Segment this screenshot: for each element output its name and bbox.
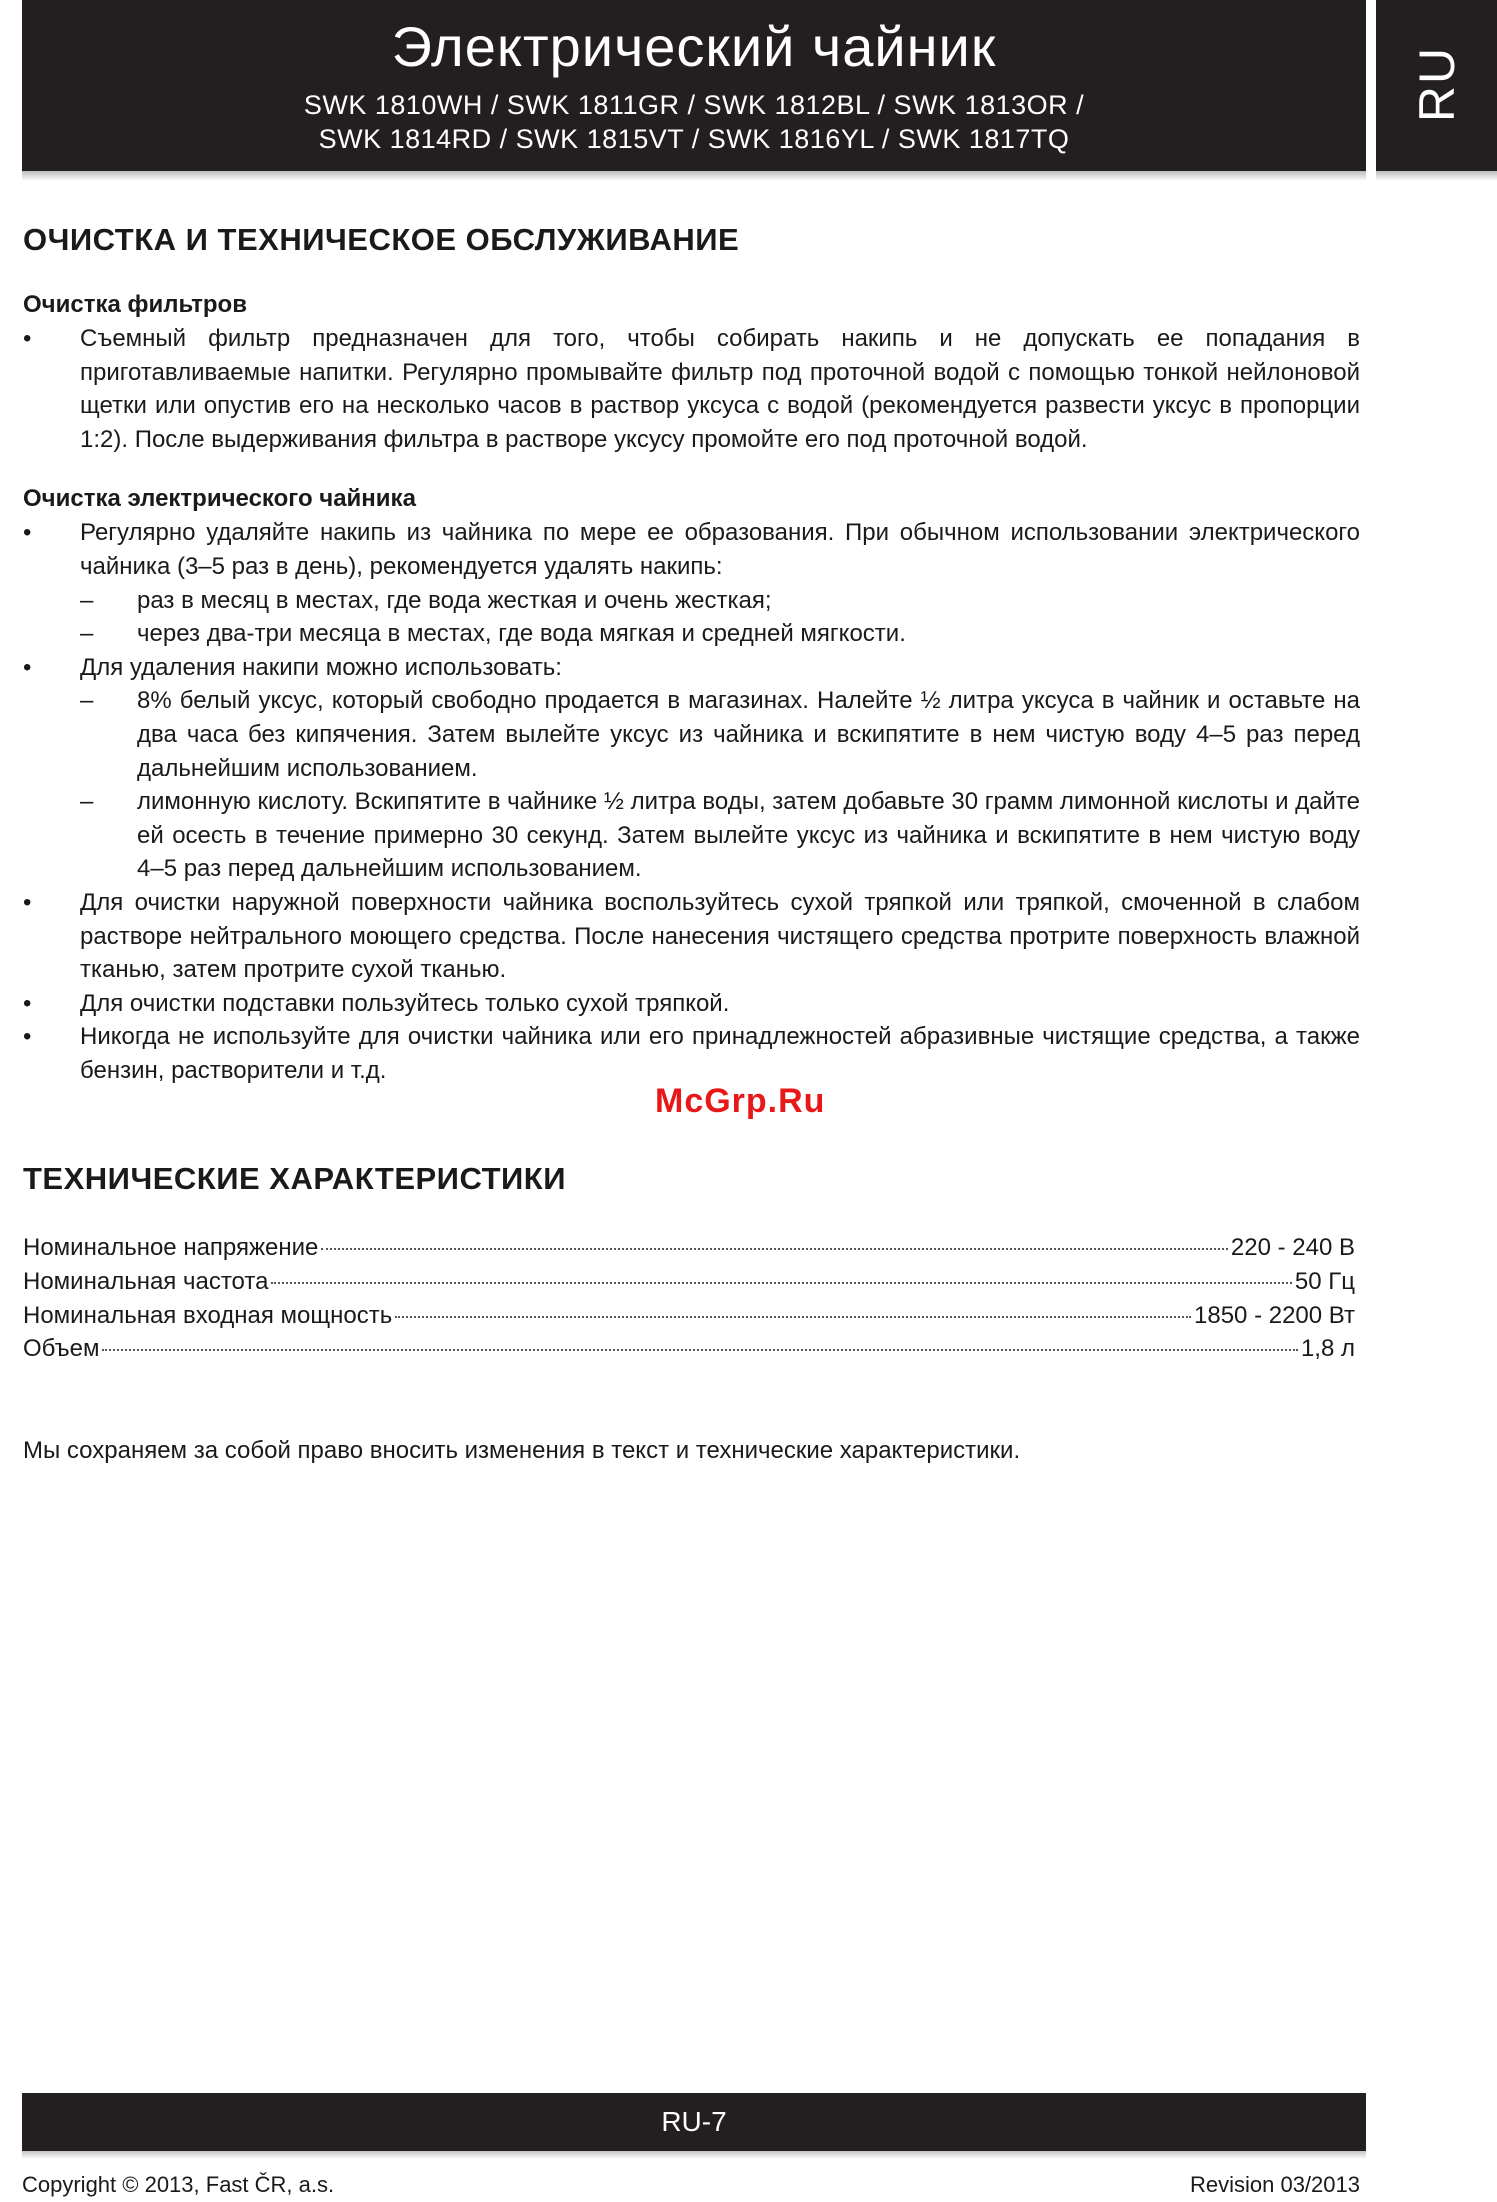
sub-list-item-text: через два-три месяца в местах, где вода мягкая и средней мягкости. bbox=[137, 620, 906, 648]
document-title: Электрический чайник bbox=[391, 15, 997, 78]
list-item bbox=[23, 987, 1360, 1021]
list-item-text: Для очистки наружной поверхности чайника воспользуйтесь сухой тряпкой или тряпкой, смоченной в слабом растворе нейтрального моющего средства. После нанесения чистящего средства протрите поверхность влажной тканью, затем протрите сухой тканью. bbox=[80, 888, 1360, 984]
spec-label: Номинальное напряжение bbox=[23, 1234, 319, 1262]
revision-text: Revision 03/2013 bbox=[1189, 2172, 1360, 2197]
list-item-text: Регулярно удаляйте накипь из чайника по мере ее образования. При обычном использовании электрического чайника (3–5 раз в день), рекомендуется удалять накипь: bbox=[80, 519, 1360, 580]
sub-list-item bbox=[23, 617, 1360, 651]
page-content bbox=[23, 218, 1360, 1467]
bullet-marker: • bbox=[23, 888, 32, 916]
bullet-marker: • bbox=[23, 1023, 32, 1051]
spec-row-volume bbox=[23, 1332, 1355, 1366]
sub-list-item-text: раз в месяц в местах, где вода жесткая и очень жесткая; bbox=[137, 586, 772, 614]
sub-list-item-text: лимонную кислоту. Вскипятите в чайнике ½ литра воды, затем добавьте 30 грамм лимонной кислоты и дайте ей осесть в течение примерно 30 секунд. Затем вылейте уксус из чайника и вскипятите в нем чистую воду 4–5 раз перед дальнейшим использованием. bbox=[137, 788, 1360, 883]
spec-label: Объем bbox=[23, 1335, 100, 1363]
language-tab-shadow bbox=[1376, 171, 1497, 181]
spec-label: Номинальная входная мощность bbox=[23, 1301, 393, 1329]
bullet-marker: • bbox=[23, 519, 32, 547]
list-item bbox=[23, 322, 1360, 456]
sub-list-item bbox=[23, 584, 1360, 618]
dash-marker: – bbox=[80, 687, 94, 715]
spec-label: Номинальная частота bbox=[23, 1268, 269, 1296]
dot-leader bbox=[395, 1316, 1191, 1318]
sub-list-item-text: 8% белый уксус, который свободно продается в магазинах. Налейте ½ литра уксуса в чайник и оставьте на два часа без кипячения. Затем вылейте уксус из чайника и вскипятите в нем чистую воду 4–5 раз перед дальнейшим использованием. bbox=[137, 687, 1360, 782]
dot-leader bbox=[321, 1248, 1228, 1250]
list-item bbox=[23, 1020, 1360, 1087]
disclaimer-notice: Мы сохраняем за собой право вносить изменения в текст и технические характеристики. bbox=[23, 1436, 1021, 1464]
list-item bbox=[23, 651, 1360, 685]
bullet-marker: • bbox=[23, 653, 32, 681]
sub-list-item bbox=[23, 684, 1360, 785]
spec-value: 220 - 240 В bbox=[1230, 1234, 1355, 1262]
header-bar bbox=[22, 0, 1366, 171]
language-label: RU bbox=[1408, 45, 1465, 123]
model-list-line-2: SWK 1814RD / SWK 1815VT / SWK 1816YL / SWK 1817TQ bbox=[318, 124, 1070, 154]
list-item bbox=[23, 516, 1360, 583]
language-tab bbox=[1376, 0, 1497, 171]
dot-leader bbox=[271, 1282, 1291, 1284]
list-item-text: Для очистки подставки пользуйтесь только сухой тряпкой. bbox=[80, 989, 730, 1017]
watermark: McGrp.Ru bbox=[655, 1082, 826, 1120]
spec-row-power bbox=[23, 1299, 1355, 1333]
copyright-text: Copyright © 2013, Fast ČR, a.s. bbox=[22, 2172, 335, 2197]
list-item-text: Для удаления накипи можно использовать: bbox=[80, 653, 562, 681]
bullet-marker: • bbox=[23, 989, 32, 1017]
page-number: RU-7 bbox=[661, 2106, 727, 2137]
cleaning-section-title: ОЧИСТКА И ТЕХНИЧЕСКОЕ ОБСЛУЖИВАНИЕ bbox=[23, 222, 740, 257]
list-item-text: Никогда не используйте для очистки чайника или его принадлежностей абразивные чистящие средства, а также бензин, растворители и т.д. bbox=[80, 1023, 1360, 1084]
footer-shadow bbox=[22, 2151, 1366, 2159]
dash-marker: – bbox=[80, 586, 94, 614]
model-list-line-1: SWK 1810WH / SWK 1811GR / SWK 1812BL / SWK 1813OR / bbox=[303, 90, 1085, 120]
header-shadow bbox=[22, 171, 1366, 181]
spec-value: 50 Гц bbox=[1294, 1268, 1355, 1296]
list-item bbox=[23, 886, 1360, 987]
spec-row-voltage bbox=[23, 1231, 1355, 1265]
spec-value: 1850 - 2200 Вт bbox=[1194, 1301, 1355, 1329]
dot-leader bbox=[102, 1349, 1297, 1351]
sub-list-item bbox=[23, 785, 1360, 886]
specs-section-title: ТЕХНИЧЕСКИЕ ХАРАКТЕРИСТИКИ bbox=[23, 1161, 566, 1197]
kettle-cleaning-heading: Очистка электрического чайника bbox=[23, 485, 416, 513]
dash-marker: – bbox=[80, 788, 94, 816]
spec-row-frequency bbox=[23, 1265, 1355, 1299]
list-item-text: Съемный фильтр предназначен для того, чтобы собирать накипь и не допускать ее попадания в приготавливаемые напитки. Регулярно промывайте фильтр под проточной водой с помощью тонкой нейлоновой щетки или опустив его на несколько часов в раствор уксуса с водой (рекомендуется развести уксус в пропорции 1:2). После выдерживания фильтра в растворе уксусу промойте его под проточной водой. bbox=[80, 325, 1360, 453]
bullet-marker: • bbox=[23, 325, 32, 352]
model-list bbox=[22, 88, 1366, 156]
dash-marker: – bbox=[80, 620, 94, 648]
spec-value: 1,8 л bbox=[1300, 1335, 1355, 1363]
filters-heading: Очистка фильтров bbox=[23, 291, 247, 318]
footer-bar bbox=[22, 2093, 1366, 2151]
